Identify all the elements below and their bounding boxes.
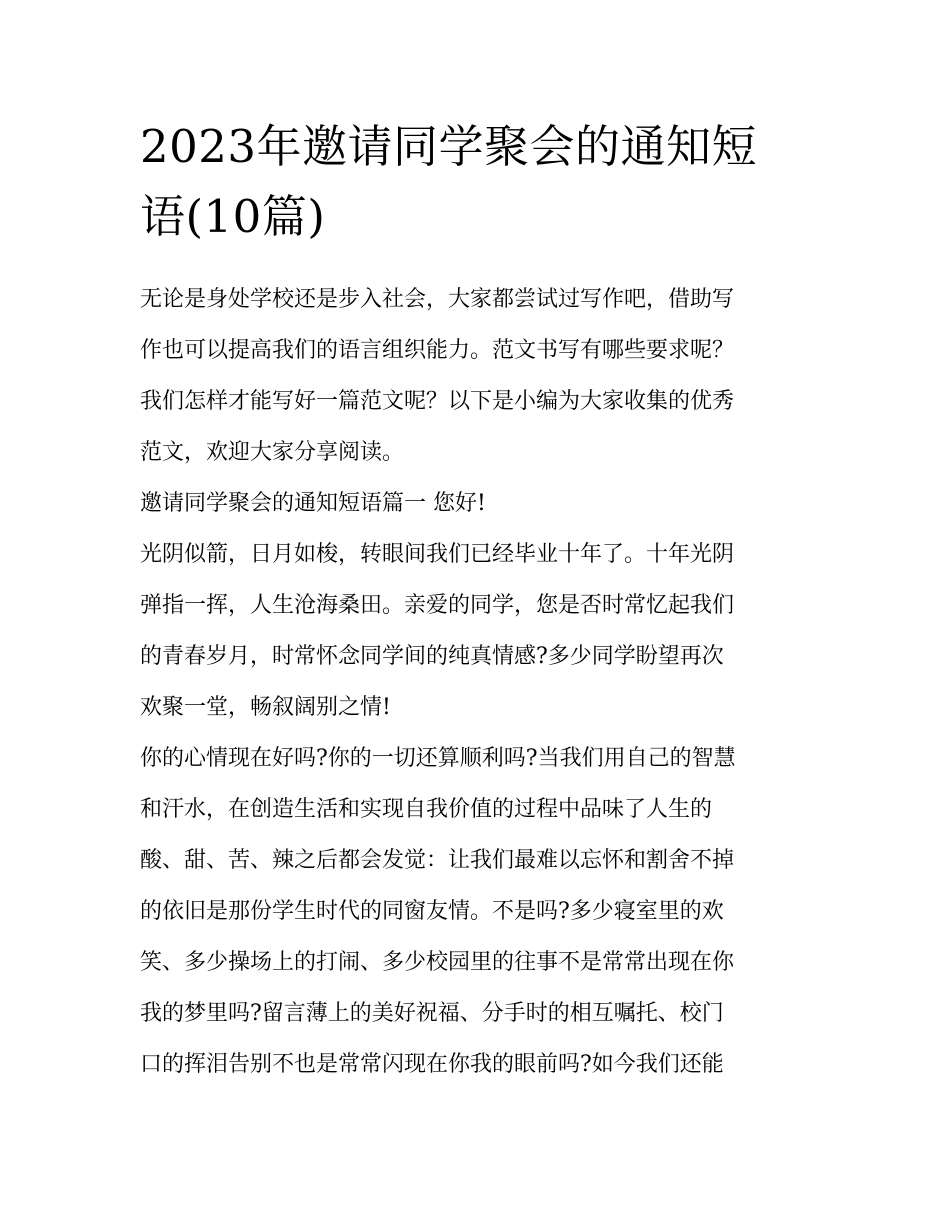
document-page — [140, 112, 820, 1090]
document-title — [140, 112, 820, 252]
text-line: 弹指一挥，人生沧海桑田。亲爱的同学，您是否时常忆起我们 — [140, 593, 735, 618]
text-line: 口的挥泪告别不也是常常闪现在你我的眼前吗?如今我们还能 — [140, 1052, 724, 1077]
section-heading-paragraph — [140, 478, 820, 529]
title-line: 2023年邀请同学聚会的通知短 — [140, 120, 758, 173]
text-line: 你的心情现在好吗?你的一切还算顺利吗?当我们用自己的智慧 — [140, 746, 736, 771]
intro-paragraph — [140, 274, 820, 478]
text-line: 我们怎样才能写好一篇范文呢？以下是小编为大家收集的优秀 — [140, 389, 735, 414]
text-line: 光阴似箭，日月如梭，转眼间我们已经毕业十年了。十年光阴 — [140, 542, 735, 567]
body-paragraph — [140, 733, 820, 1090]
text-line: 邀请同学聚会的通知短语篇一 您好! — [140, 491, 486, 516]
text-line: 笑、多少操场上的打闹、多少校园里的往事不是常常出现在你 — [140, 950, 735, 975]
text-line: 范文，欢迎大家分享阅读。 — [140, 440, 405, 465]
text-line: 和汗水，在创造生活和实现自我价值的过程中品味了人生的 — [140, 797, 713, 822]
text-line: 的依旧是那份学生时代的同窗友情。不是吗?多少寝室里的欢 — [140, 899, 724, 924]
text-line: 的青春岁月，时常怀念同学间的纯真情感?多少同学盼望再次 — [140, 644, 724, 669]
text-line: 无论是身处学校还是步入社会，大家都尝试过写作吧，借助写 — [140, 287, 735, 312]
text-line: 欢聚一堂，畅叙阔别之情! — [140, 695, 391, 720]
text-line: 作也可以提高我们的语言组织能力。范文书写有哪些要求呢？ — [140, 338, 735, 363]
text-line: 我的梦里吗?留言薄上的美好祝福、分手时的相互嘱托、校门 — [140, 1001, 724, 1026]
title-line: 语(10篇) — [140, 190, 326, 243]
body-paragraph — [140, 529, 820, 733]
text-line: 酸、甜、苦、辣之后都会发觉：让我们最难以忘怀和割舍不掉 — [140, 848, 735, 873]
